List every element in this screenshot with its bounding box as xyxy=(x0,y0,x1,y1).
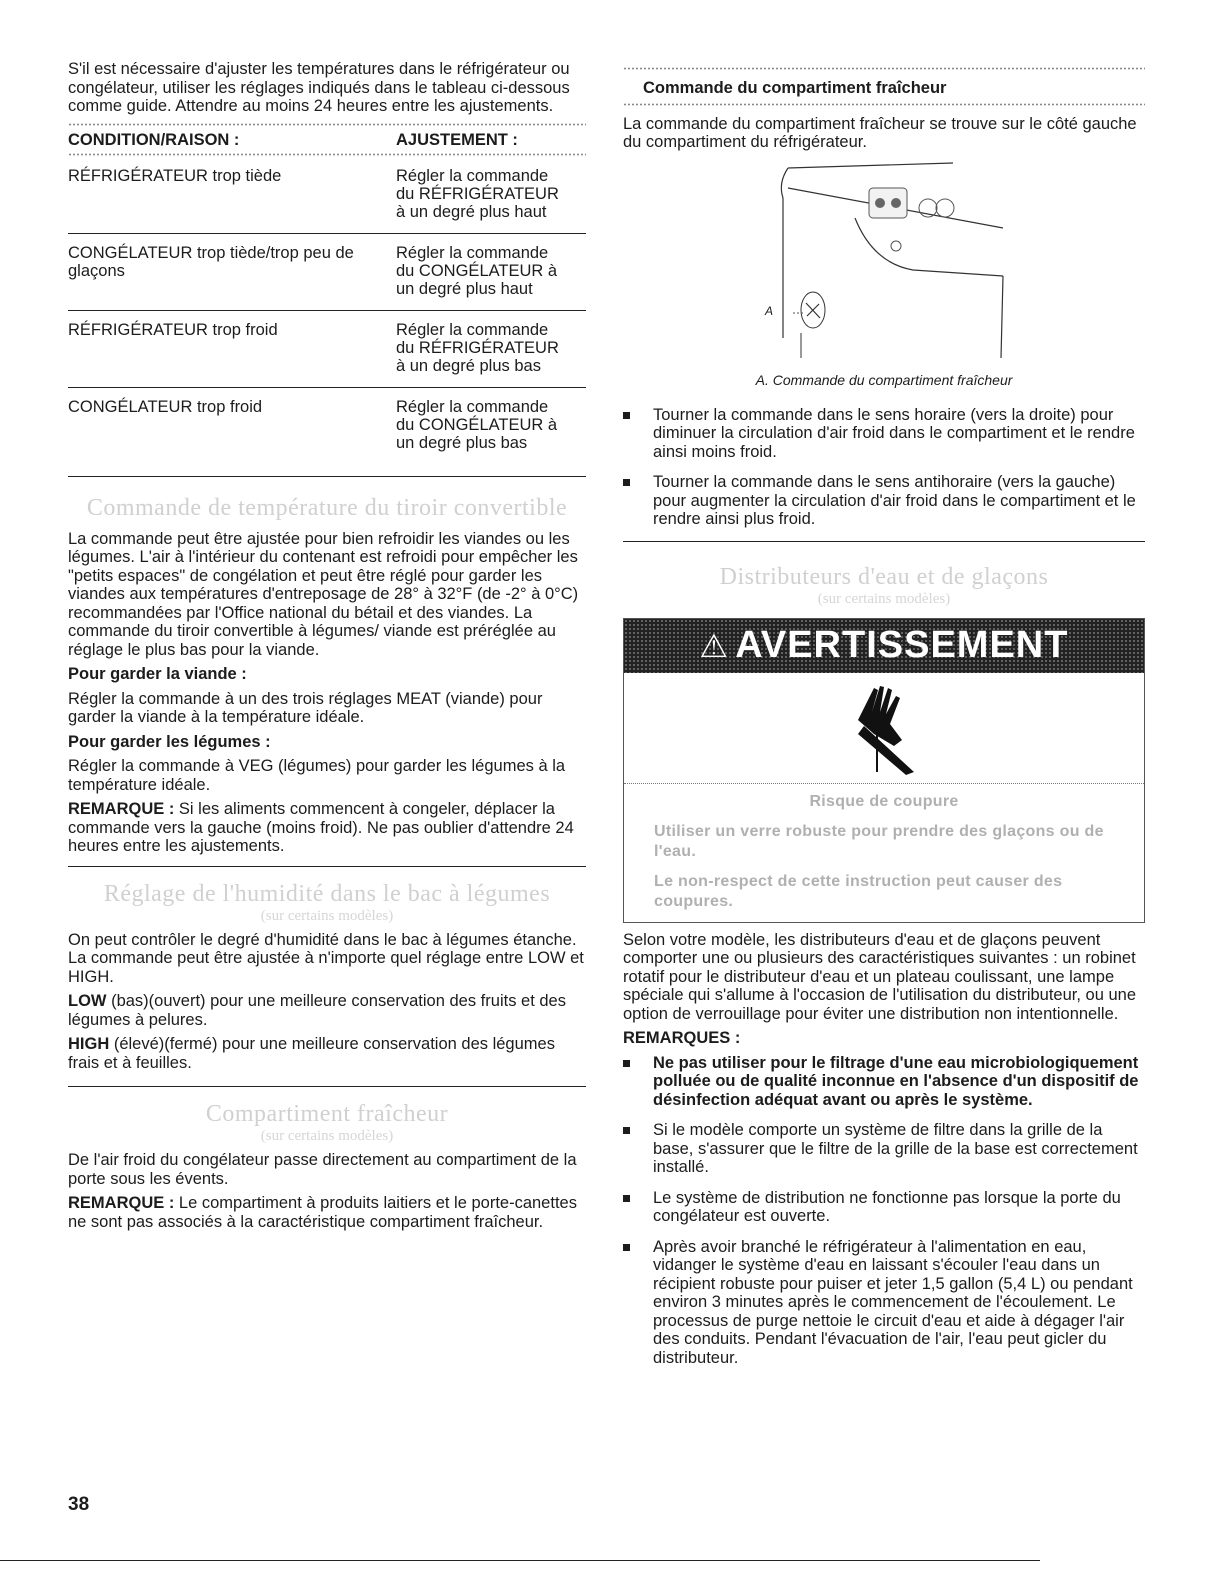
row-condition: CONGÉLATEUR trop tiède/trop peu de glaçons xyxy=(68,243,354,280)
veg-subheading: Pour garder les légumes : xyxy=(68,732,271,751)
freshness-control-paragraph: La commande du compartiment fraîcheur se trouve sur le côté gauche du compartiment du réfrigérateur. xyxy=(623,114,1137,151)
table-row xyxy=(68,388,586,477)
dispensers-paragraph: Selon votre modèle, les distributeurs d'eau et de glaçons peuvent comporter une ou plusieurs des caractéristiques suivantes : un robinet rotatif pour le distributeur d'eau et un plateau coulissant, une lampe spéciale qui s'allume à l'occasion de l'utilisation du distributeur, ou une option de verrouillage pour éviter une distribution non intentionnelle. xyxy=(623,930,1137,1023)
high-text: (élevé)(fermé) pour une meilleure conservation des légumes frais et à feuilles. xyxy=(68,1035,555,1072)
warning-line2: Le non-respect de cette instruction peut causer des coupures. xyxy=(654,872,1063,910)
freshness-control-figure xyxy=(623,158,1145,370)
table-header xyxy=(68,127,586,152)
section-heading-humidity: Réglage de l'humidité dans le bac à légumes xyxy=(103,880,551,907)
warning-line1: Utiliser un verre robuste pour prendre des glaçons ou de l'eau. xyxy=(654,822,1104,860)
row-adjustment: Régler la commande du CONGÉLATEUR à un degré plus bas xyxy=(396,397,558,452)
veg-paragraph: Régler la commande à VEG (légumes) pour garder les légumes à la température idéale. xyxy=(68,757,566,794)
row-adjustment: Régler la commande du CONGÉLATEUR à un degré plus haut xyxy=(396,243,558,298)
figure-caption: A. Commande du compartiment fraîcheur xyxy=(755,371,1013,388)
intro-paragraph: S'il est nécessaire d'ajuster les températures dans le réfrigérateur ou congélateur, utiliser les réglages indiqués dans le tableau ci-dessous comme guide. Attendre au moins 24 heures entre les ajustements. xyxy=(68,60,570,115)
warning-icon-area xyxy=(624,673,1144,784)
page-number: 38 xyxy=(68,1494,90,1515)
section-heading-freshness: Compartiment fraîcheur xyxy=(205,1101,449,1127)
convertible-note xyxy=(68,800,586,856)
dispensers-subheading: (sur certains modèles) xyxy=(817,590,951,607)
remarks-label: REMARQUES : xyxy=(623,1029,741,1047)
humidity-subheading: (sur certains modèles) xyxy=(260,907,394,924)
warning-text xyxy=(624,784,1144,922)
section-heading-dispensers: Distributeurs d'eau et de glaçons xyxy=(719,563,1049,590)
high-label: HIGH xyxy=(68,1035,110,1053)
title-bottom-divider xyxy=(623,102,1145,107)
meat-subheading: Pour garder la viande : xyxy=(68,665,247,683)
meat-paragraph: Régler la commande à un des trois réglages MEAT (viande) pour garder la viande à la température idéale. xyxy=(68,689,543,726)
title-top-divider xyxy=(623,66,1145,71)
freshness-paragraph: De l'air froid du congélateur passe directement au compartiment de la porte sous les évents. xyxy=(68,1151,577,1188)
list-item: Ne pas utiliser pour le filtrage d'une eau microbiologiquement polluée ou de qualité inconnue en l'absence d'un dispositif de désinfection adéquat avant ou après le système. xyxy=(623,1054,1145,1110)
footer-rule xyxy=(0,1560,1040,1561)
section-heading-convertible-drawer: Commande de température du tiroir convertible xyxy=(86,494,568,521)
adjustment-table xyxy=(68,157,586,477)
low-label: LOW xyxy=(68,992,107,1010)
figure-label-a: A xyxy=(765,303,774,318)
section-divider xyxy=(68,1086,586,1087)
warning-triangle-icon: ⚠ xyxy=(699,627,730,664)
warning-title-bar xyxy=(624,619,1144,673)
warning-risk: Risque de coupure xyxy=(809,792,959,810)
header-condition: CONDITION/RAISON : xyxy=(68,130,240,149)
note-text: Si les aliments commencent à congeler, déplacer la commande vers la gauche (moins froid). Ne pas oublier d'attendre 24 heures entre les ajustements. xyxy=(68,800,574,855)
convertible-paragraph: La commande peut être ajustée pour bien refroidir les viandes ou les légumes. L'air à l'intérieur du contenant est refroidi pour empêcher les "petits espaces" de congélation et peut être réglé pour garder les viandes aux températures d'entreposage de 28° à 32°F (de -2° à 0°C) recommandées par l'Office national du bétail et des viandes. La commande du tiroir convertible à légumes/ viande est préréglée au réglage le plus bas pour la viande. xyxy=(68,529,579,659)
humidity-paragraph: On peut contrôler le degré d'humidité dans le bac à légumes étanche. La commande peut être ajustée à n'importe quel réglage entre LOW et HIGH. xyxy=(68,930,584,986)
high-paragraph xyxy=(68,1035,586,1072)
remarks-bullets xyxy=(623,1054,1145,1368)
note-label: REMARQUE : xyxy=(68,800,175,818)
row-adjustment: Régler la commande du RÉFRIGÉRATEUR à un degré plus haut xyxy=(396,166,559,221)
warning-title: AVERTISSEMENT xyxy=(735,624,1069,666)
low-text: (bas)(ouvert) pour une meilleure conservation des fruits et des légumes à pelures. xyxy=(68,992,566,1029)
header-adjustment: AJUSTEMENT : xyxy=(396,130,518,149)
list-item: Tourner la commande dans le sens horaire (vers la droite) pour diminuer la circulation d'air froid dans le compartiment et le rendre ainsi moins froid. xyxy=(623,406,1145,462)
section-divider xyxy=(68,866,586,867)
freshness-bullets xyxy=(623,406,1145,529)
list-item: Le système de distribution ne fonctionne pas lorsque la porte du congélateur est ouverte. xyxy=(623,1189,1145,1226)
note-text: Le compartiment à produits laitiers et le porte-canettes ne sont pas associés à la caractéristique compartiment fraîcheur. xyxy=(68,1194,577,1231)
row-condition: CONGÉLATEUR trop froid xyxy=(68,397,263,416)
freshness-subheading: (sur certains modèles) xyxy=(260,1128,394,1144)
table-row xyxy=(68,234,586,311)
list-item: Si le modèle comporte un système de filtre dans la grille de la base, s'assurer que le filtre de la grille de la base est correctement installé. xyxy=(623,1121,1145,1177)
freshness-note xyxy=(68,1194,586,1231)
hand-cut-hazard-icon xyxy=(844,680,924,775)
list-item: Après avoir branché le réfrigérateur à l'alimentation en eau, vidanger le système d'eau en laissant s'écouler l'eau dans un récipient robuste pour puiser et jeter 1,5 gallon (5,4 L) ou pendant environ 3 minutes après le commencement de l'écoulement. Le processus de purge nettoie le circuit d'eau et aide à dégager l'air des conduits. Pendant l'évacuation de l'air, l'eau peut gicler du distributeur. xyxy=(623,1238,1145,1368)
section-divider xyxy=(623,541,1145,542)
table-row xyxy=(68,157,586,234)
warning-box xyxy=(623,618,1145,923)
low-paragraph xyxy=(68,992,586,1029)
refrigerator-interior-illustration xyxy=(623,158,1145,370)
list-item: Tourner la commande dans le sens antihoraire (vers la gauche) pour augmenter la circulation d'air froid dans le compartiment et le rendre ainsi plus froid. xyxy=(623,473,1145,529)
table-row xyxy=(68,311,586,388)
row-condition: RÉFRIGÉRATEUR trop tiède xyxy=(68,166,282,185)
row-adjustment: Régler la commande du RÉFRIGÉRATEUR à un degré plus bas xyxy=(396,320,559,375)
note-label: REMARQUE : xyxy=(68,1194,175,1212)
row-condition: RÉFRIGÉRATEUR trop froid xyxy=(68,320,278,339)
right-column xyxy=(623,66,1145,1379)
freshness-control-title: Commande du compartiment fraîcheur xyxy=(643,79,947,97)
left-column xyxy=(68,60,586,1237)
